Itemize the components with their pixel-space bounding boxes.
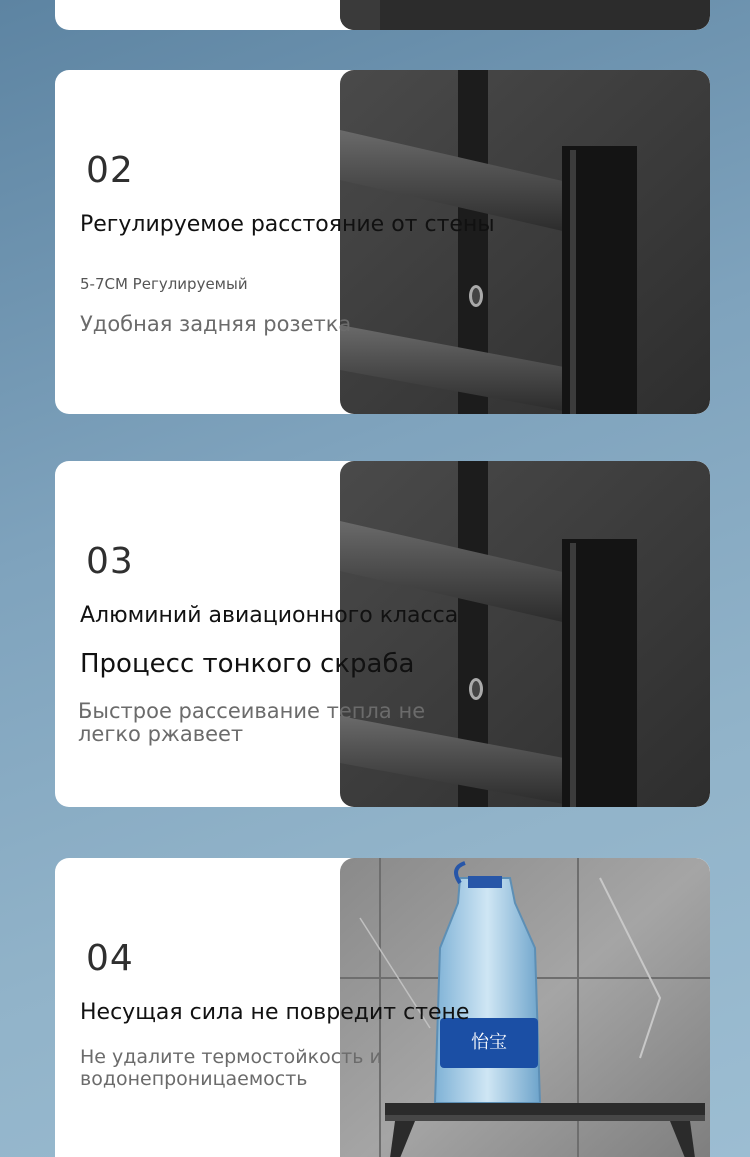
card-number: 04 <box>86 938 134 979</box>
towel-rack-closeup-photo <box>340 70 710 414</box>
card-description-line-2: водонепроницаемость <box>80 1068 308 1090</box>
card-description-line-1: Не удалите термостойкость и <box>80 1046 382 1068</box>
card-heading: Регулируемое расстояние от стены <box>80 212 495 237</box>
towel-rack-photo <box>340 0 710 30</box>
feature-card-03 <box>55 461 710 807</box>
card-number: 03 <box>86 541 134 582</box>
card-number: 02 <box>86 150 134 191</box>
card-description: Удобная задняя розетка <box>80 312 352 336</box>
card-heading: Несущая сила не повредит стене <box>80 1000 470 1025</box>
feature-card-01 <box>55 0 710 30</box>
towel-rack-aluminum-photo <box>340 461 710 807</box>
card-description-line-2: легко ржавеет <box>78 722 244 746</box>
card-subtext: 5-7CM Регулируемый <box>80 275 248 293</box>
card-tagline: Процесс тонкого скраба <box>80 649 415 679</box>
feature-card-02 <box>55 70 710 414</box>
bottle-brand-label: 怡宝 <box>471 1032 507 1053</box>
card-description-line-1: Быстрое рассеивание тепла не <box>78 699 426 723</box>
feature-card-04 <box>55 858 710 1157</box>
card-heading: Алюминий авиационного класса <box>80 603 459 628</box>
